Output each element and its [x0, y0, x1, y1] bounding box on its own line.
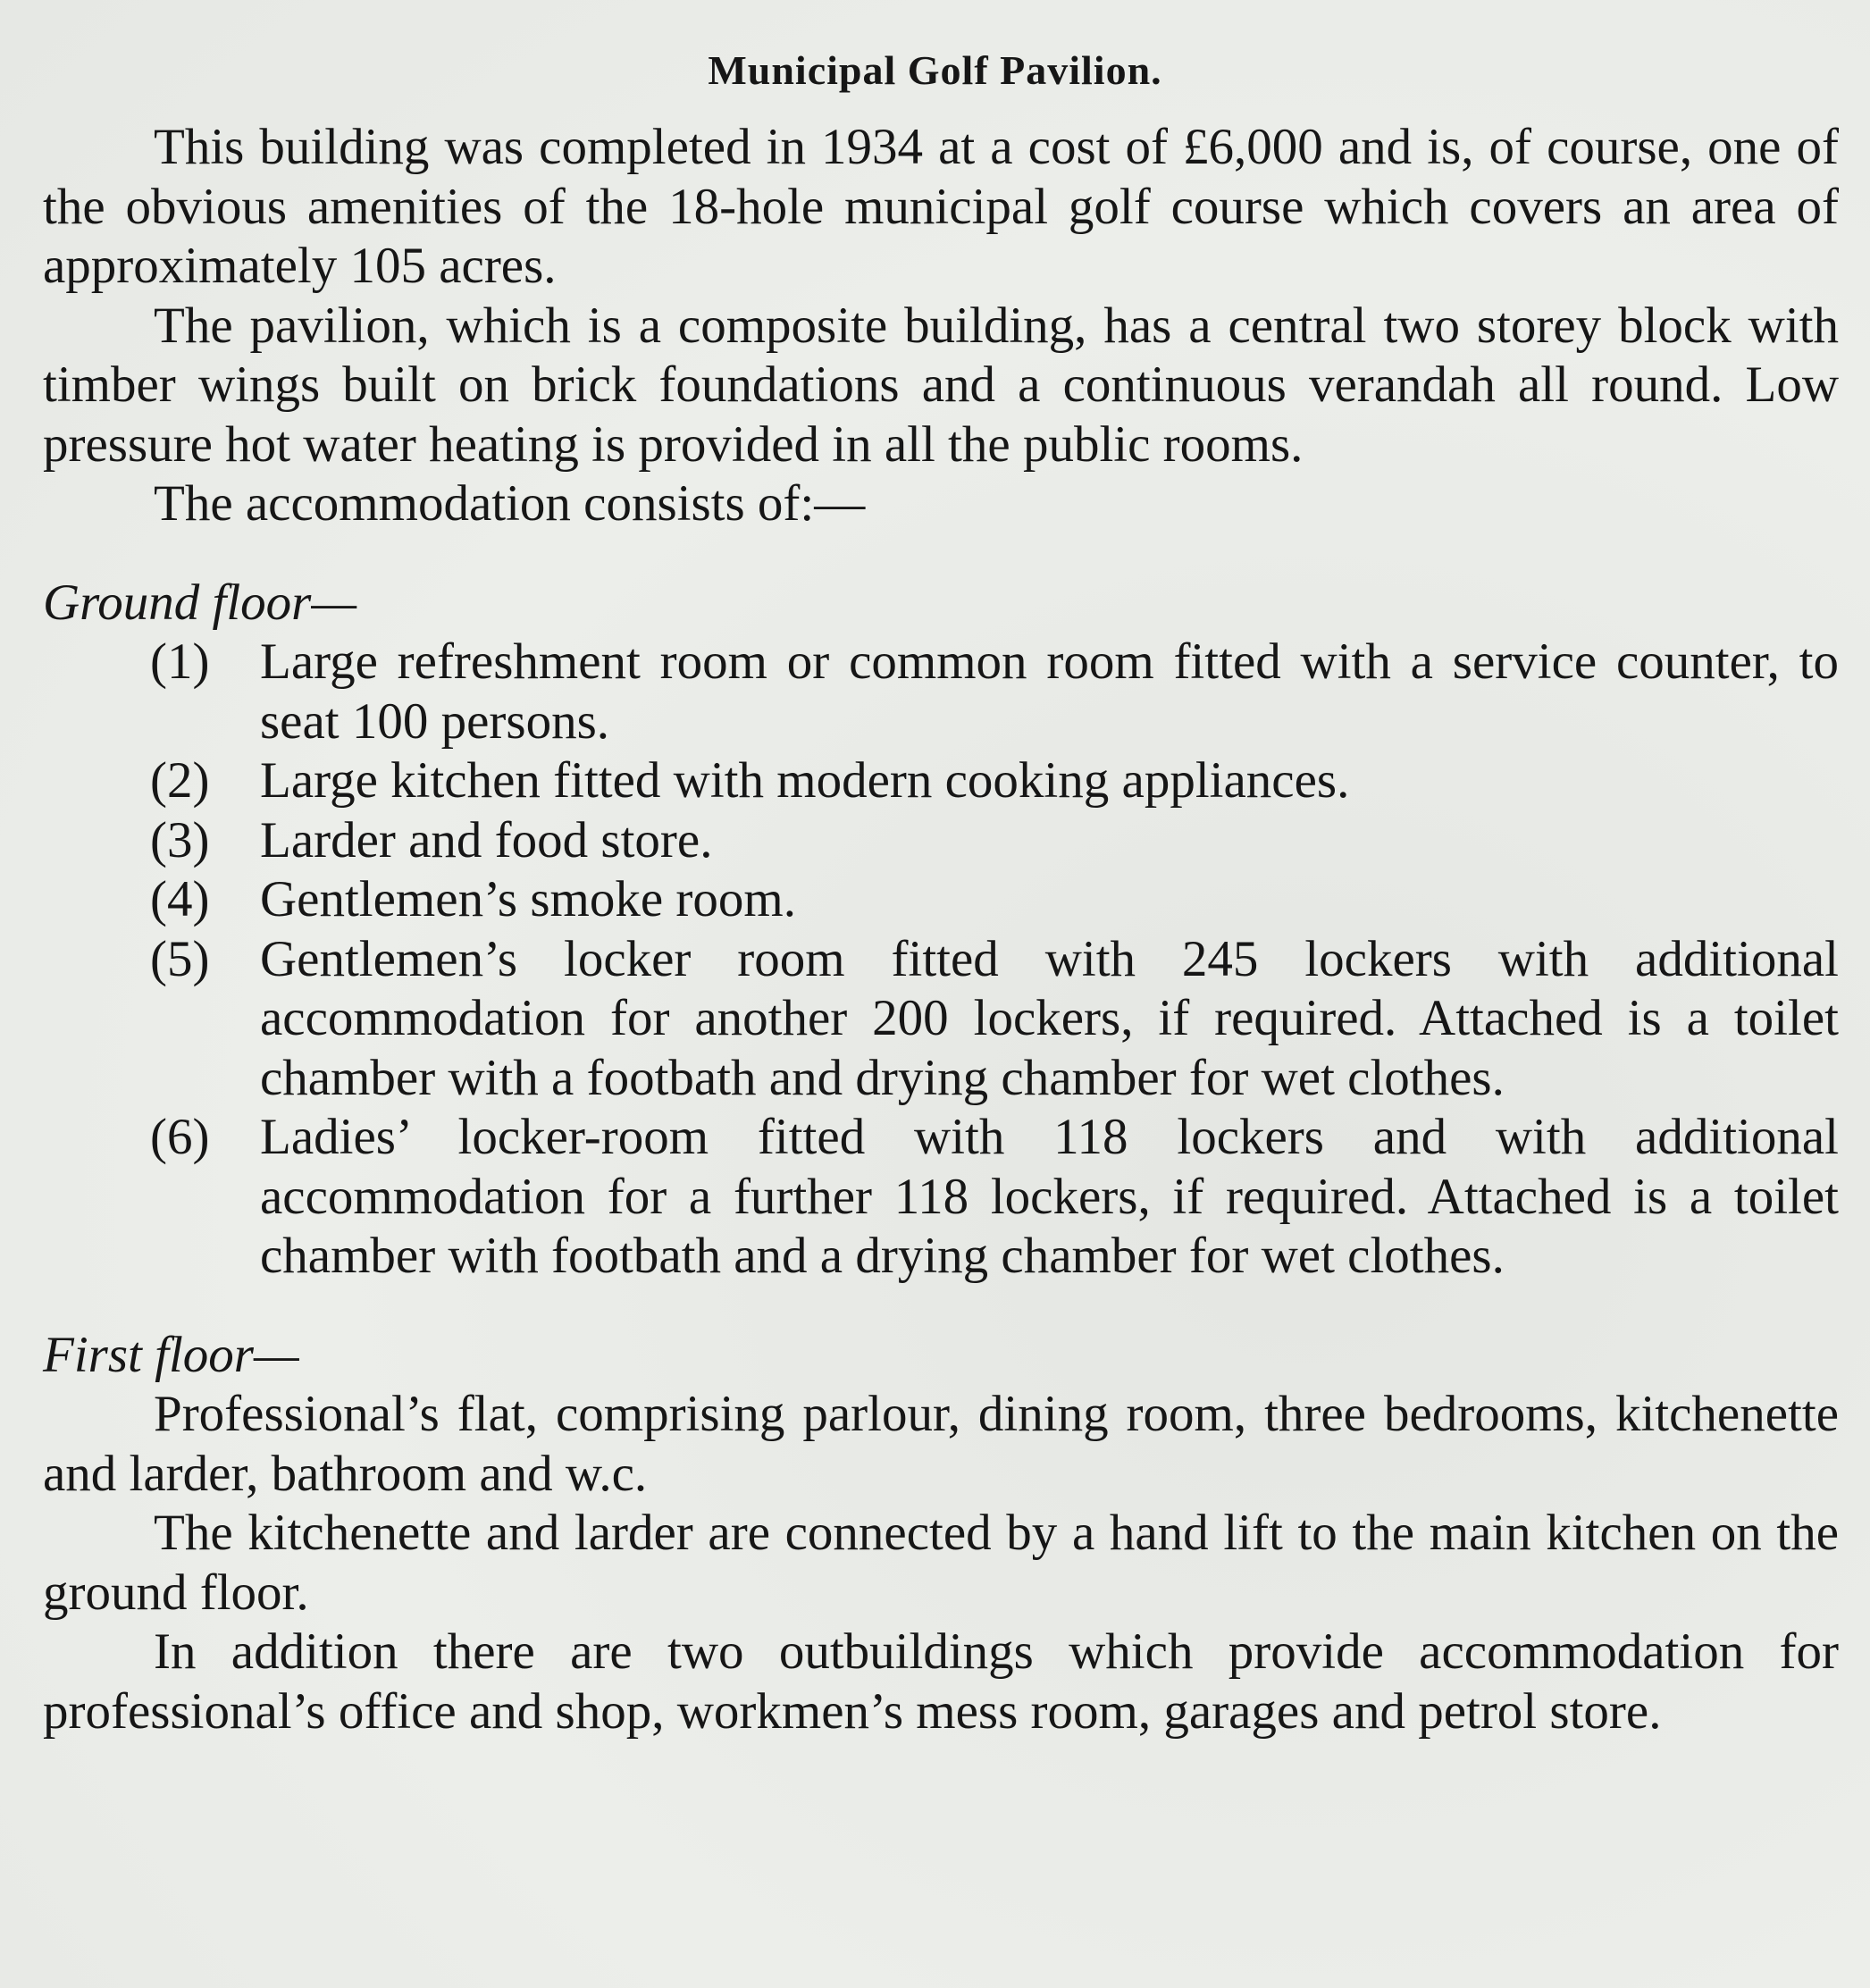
list-item-text: Ladies’ locker-room fitted with 118 lockers and with additional accommodation for a further 118 lockers, if required. Attached is a toilet chamber with footbath and a drying chamber for wet clothes.: [260, 1109, 1839, 1284]
list-item-number: (1): [150, 633, 210, 690]
first-floor-paragraph-2: The kitchenette and larder are connected by a hand lift to the main kitchen on the ground floor.: [43, 1505, 1839, 1621]
intro-paragraph-3: The accommodation consists of:—: [154, 475, 866, 532]
first-floor-paragraph-3: In addition there are two outbuildings which provide accommodation for professional’s office and shop, workmen’s mess room, garages and petrol store.: [43, 1623, 1839, 1740]
intro-paragraph-1: This building was completed in 1934 at a cost of £6,000 and is, of course, one of the obvious amenities of the 18-hole municipal golf course which covers an area of approximately 105 acres.: [43, 119, 1839, 294]
list-item-text: Gentlemen’s smoke room.: [260, 871, 796, 927]
first-floor-paragraph-1: Professional’s flat, comprising parlour, dining room, three bedrooms, kitchenette and larder, bathroom and w.c.: [43, 1386, 1839, 1502]
list-item-text: Larder and food store.: [260, 811, 713, 868]
list-item-number: (2): [150, 752, 210, 809]
list-item: [43, 1108, 1839, 1287]
intro-paragraph-2: The pavilion, which is a composite building, has a central two storey block with timber wings built on brick foundations and a continuous verandah all round. Low pressure hot water heating is provided in all the public rooms.: [43, 297, 1839, 473]
list-item-text: Large refreshment room or common room fitted with a service counter, to seat 100 persons.: [260, 633, 1839, 750]
list-item-text: Gentlemen’s locker room fitted with 245 lockers with additional accommodation for another 200 lockers, if required. Attached is a toilet chamber with a footbath and drying chamber for wet clothes.: [260, 930, 1839, 1106]
list-item-number: (6): [150, 1109, 210, 1165]
list-item: [43, 633, 1839, 751]
ground-floor-heading: Ground floor—: [43, 574, 357, 631]
list-item-number: (3): [150, 811, 210, 868]
page-title: Municipal Golf Pavilion.: [708, 47, 1162, 93]
list-item-text: Large kitchen fitted with modern cooking appliances.: [260, 752, 1350, 809]
ground-floor-list: [43, 633, 1839, 1287]
list-item: [43, 811, 1839, 871]
list-item-number: (5): [150, 930, 210, 987]
list-item: [43, 930, 1839, 1109]
document-body: [43, 118, 1839, 1741]
list-item-number: (4): [150, 871, 210, 927]
list-item: [43, 751, 1839, 811]
first-floor-heading: First floor—: [43, 1326, 299, 1383]
list-item: [43, 870, 1839, 930]
